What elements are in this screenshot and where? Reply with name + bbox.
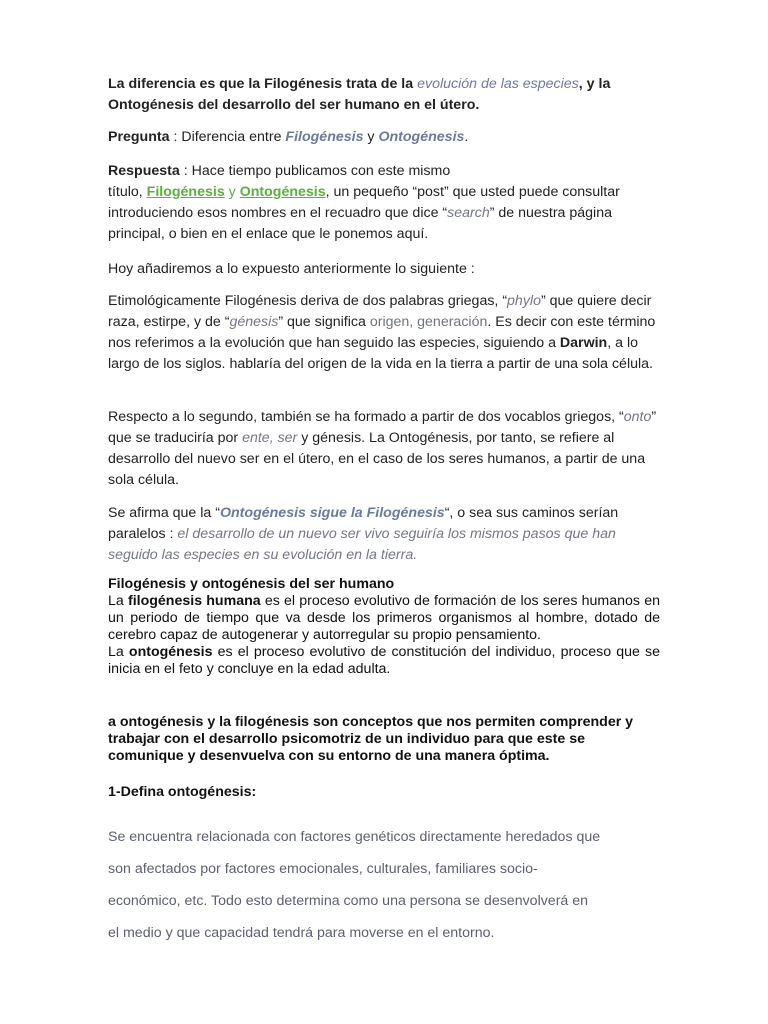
intro-paragraph	[108, 74, 660, 116]
addition-text: Hoy añadiremos a lo expuesto anteriormente lo siguiente :	[108, 261, 475, 277]
human-section	[108, 576, 660, 678]
second-paragraph	[108, 407, 660, 491]
question-end: .	[464, 129, 469, 145]
answer-text-g: ” de nuestra página principal, o bien en el enlace que le ponemos aquí.	[108, 205, 612, 242]
second-ente: ente, ser	[242, 430, 298, 446]
question-paragraph	[108, 127, 660, 148]
human-c: es el proceso evolutivo de formación de los seres humanos en un periodo de tiempo que va desde los primeros organismos al hombre, dotado de cerebro capaz de autogenerar y autorregular su propio pensamiento.	[108, 593, 660, 643]
addition-paragraph	[108, 259, 660, 280]
answer-text-c: título,	[108, 184, 147, 200]
ety-e: ” que significa	[278, 314, 370, 330]
affirmation-paragraph	[108, 503, 660, 566]
answer-1-line-1: Se encuentra relacionada con factores genéticos directamente heredados que	[108, 829, 601, 845]
ety-genesis: génesis	[229, 314, 279, 330]
aff-c: “, o sea sus caminos serían paralelos :	[108, 505, 619, 542]
second-e: y génesis. La Ontogénesis, por tanto, se refiere al desarrollo del nuevo ser en el útero, en el caso de los seres humanos, a partir de una sola célula.	[108, 430, 646, 488]
human-section-heading: Filogénesis y ontogénesis del ser humano	[108, 576, 395, 592]
answer-and: y	[224, 184, 240, 200]
human-filogenesis: filogénesis humana	[127, 593, 261, 609]
ety-c: ” que quiere decir raza, estirpe, y de “	[108, 293, 652, 330]
aff-a: Se afirma que la “	[108, 505, 220, 521]
etymology-paragraph	[108, 291, 660, 375]
question-term-1: Filogénesis	[285, 129, 364, 145]
answer-1-line-4: el medio y que capacidad tendrá para moverse en el entorno.	[108, 925, 495, 941]
question-label: Pregunta	[108, 129, 170, 145]
answer-label: Respuesta	[108, 163, 180, 179]
question-text: : Diferencia entre	[169, 129, 286, 145]
ety-darwin: Darwin	[559, 335, 608, 351]
ety-phylo: phylo	[507, 293, 541, 309]
answer-text-e: , un pequeño “post” que usted puede consultar introduciendo esos nombres en el recuadro que dice “	[108, 184, 620, 221]
link-ontogenesis[interactable]: Ontogénesis	[239, 184, 326, 200]
question-1	[108, 782, 660, 803]
question-and: y	[363, 129, 379, 145]
answer-paragraph	[108, 161, 660, 245]
human-a: La	[108, 593, 128, 609]
ety-a: Etimológicamente Filogénesis deriva de dos palabras griegas, “	[108, 293, 508, 309]
intro-text-a: La diferencia es que la Filogénesis trata de la	[108, 76, 418, 92]
second-onto: onto	[623, 409, 652, 425]
intro-highlight: evolución de las especies	[417, 76, 579, 92]
aff-quote: Ontogénesis sigue la Filogénesis	[219, 505, 445, 521]
second-a: Respecto a lo segundo, también se ha formado a partir de dos vocablos griegos, “	[108, 409, 624, 425]
human-f: es el proceso evolutivo de constitución del individuo, proceso que se inicia en el feto y concluye en la edad adulta.	[108, 644, 660, 677]
concepts-paragraph	[108, 714, 660, 765]
intro-text-c: , y la Ontogénesis del desarrollo del ser humano en el útero.	[108, 76, 611, 113]
question-term-2: Ontogénesis	[378, 129, 465, 145]
concepts-text: a ontogénesis y la filogénesis son conceptos que nos permiten comprender y trabajar con el desarrollo psicomotriz de un individuo para que este se comunique y desenvuelva con su entorno de una manera óptima.	[108, 714, 634, 764]
answer-text-b: : Hace tiempo publicamos con este mismo	[179, 163, 451, 179]
answer-search-word: search	[447, 205, 490, 221]
question-1-heading: 1-Defina ontogénesis:	[108, 784, 257, 800]
second-c: ” que se traduciría por	[108, 409, 657, 446]
human-d: La	[108, 644, 129, 660]
link-filogenesis[interactable]: Filogénesis	[146, 184, 225, 200]
answer-1-line-3: económico, etc. Todo esto determina como una persona se desenvolverá en	[108, 893, 589, 909]
ety-g: . Es decir con este término nos referimos a la evolución que han seguido las especies, siguiendo a	[108, 314, 656, 351]
aff-d: el desarrollo de un nuevo ser vivo seguiría los mismos pasos que han seguido las especies en su evolución en la tierra.	[108, 526, 616, 563]
answer-1	[108, 821, 660, 949]
ety-origen: origen, generación	[369, 314, 488, 330]
ety-i: , a lo largo de los siglos. hablaría del origen de la vida en la tierra a partir de una sola célula.	[108, 335, 653, 372]
answer-1-line-2: son afectados por factores emocionales, culturales, familiares socio-	[108, 861, 538, 877]
human-ontogenesis: ontogénesis	[128, 644, 213, 660]
